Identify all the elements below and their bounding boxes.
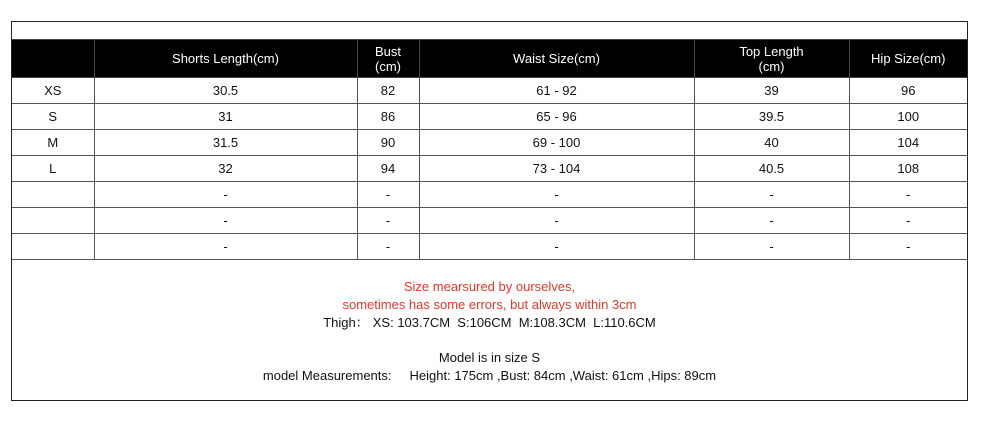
table-cell: 100	[849, 104, 967, 130]
measurements-line	[12, 367, 967, 385]
table-cell: 40	[694, 130, 849, 156]
size-label-cell	[12, 182, 94, 208]
table-cell: -	[357, 182, 419, 208]
table-row	[12, 78, 967, 104]
table-cell: 94	[357, 156, 419, 182]
size-label-cell	[12, 234, 94, 260]
table-cell: 31	[94, 104, 357, 130]
size-chart-frame	[11, 21, 968, 401]
model-size-line: Model is in size S	[438, 350, 541, 365]
size-label-cell: M	[12, 130, 94, 156]
table-cell: 104	[849, 130, 967, 156]
size-label-cell	[12, 208, 94, 234]
size-label-cell: L	[12, 156, 94, 182]
table-cell: 31.5	[94, 130, 357, 156]
thigh-values: XS: 103.7CM S:106CM M:108.3CM L:110.6CM	[372, 315, 656, 330]
note-line-1: Size mearsured by ourselves,	[403, 279, 576, 294]
table-cell: 39	[694, 78, 849, 104]
table-row	[12, 130, 967, 156]
table-cell: 73 - 104	[419, 156, 694, 182]
table-cell: 86	[357, 104, 419, 130]
table-cell: -	[849, 208, 967, 234]
column-header: Waist Size(cm)	[419, 40, 694, 78]
size-label-cell: XS	[12, 78, 94, 104]
column-header: Shorts Length(cm)	[94, 40, 357, 78]
size-table	[12, 39, 967, 260]
column-header: Bust (cm)	[357, 40, 419, 78]
thigh-line	[12, 314, 967, 332]
measurements-values: Height: 175cm ,Bust: 84cm ,Waist: 61cm ,Hips: 89cm	[409, 368, 717, 383]
column-header	[12, 40, 94, 78]
table-body	[12, 78, 967, 260]
table-cell: 39.5	[694, 104, 849, 130]
table-cell: 65 - 96	[419, 104, 694, 130]
table-cell: -	[419, 182, 694, 208]
table-row	[12, 104, 967, 130]
table-row	[12, 208, 967, 234]
note-line-2: sometimes has some errors, but always within 3cm	[342, 297, 637, 312]
notes-section	[12, 278, 967, 385]
table-cell: -	[419, 234, 694, 260]
table-cell: 61 - 92	[419, 78, 694, 104]
table-cell: -	[694, 234, 849, 260]
column-header: Top Length (cm)	[694, 40, 849, 78]
table-cell: 96	[849, 78, 967, 104]
table-cell: -	[357, 208, 419, 234]
thigh-label: Thigh：	[323, 315, 369, 330]
table-row	[12, 234, 967, 260]
table-cell: 90	[357, 130, 419, 156]
table-cell: 69 - 100	[419, 130, 694, 156]
table-cell: -	[849, 182, 967, 208]
table-cell: -	[694, 182, 849, 208]
table-cell: -	[357, 234, 419, 260]
table-cell: -	[419, 208, 694, 234]
table-row	[12, 182, 967, 208]
table-cell: 82	[357, 78, 419, 104]
measurements-label: model Measurements:	[262, 368, 392, 383]
table-cell: -	[694, 208, 849, 234]
table-row	[12, 156, 967, 182]
column-header: Hip Size(cm)	[849, 40, 967, 78]
table-cell: -	[94, 234, 357, 260]
size-label-cell: S	[12, 104, 94, 130]
table-cell: 30.5	[94, 78, 357, 104]
table-cell: 32	[94, 156, 357, 182]
table-header-row	[12, 40, 967, 78]
table-cell: -	[94, 182, 357, 208]
table-cell: -	[94, 208, 357, 234]
table-cell: 108	[849, 156, 967, 182]
table-cell: -	[849, 234, 967, 260]
table-cell: 40.5	[694, 156, 849, 182]
